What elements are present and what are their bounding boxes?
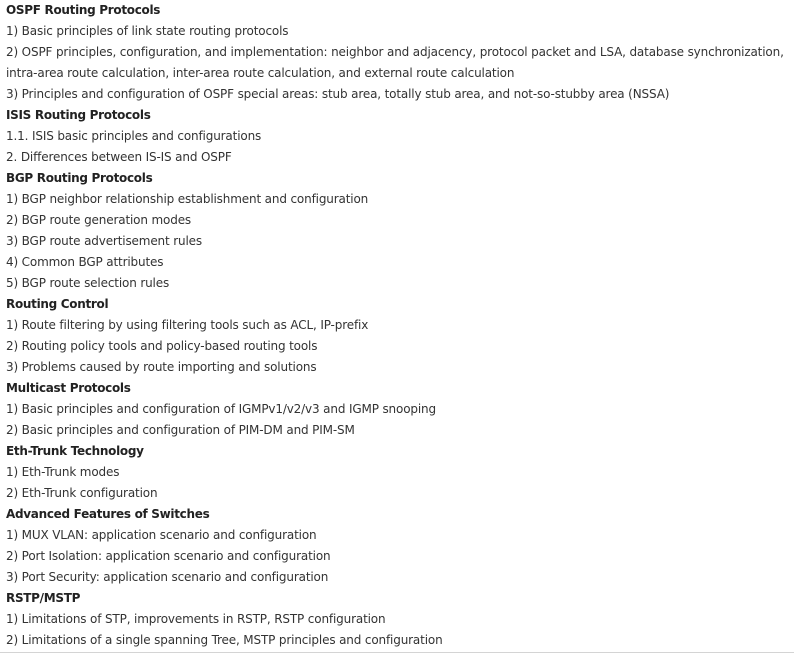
list-item: 2) BGP route generation modes [6, 213, 192, 227]
section-heading: BGP Routing Protocols [6, 171, 153, 185]
list-item: 3) Problems caused by route importing and solutions [6, 360, 317, 374]
section-routing-control [6, 294, 788, 378]
section-heading: Routing Control [6, 297, 109, 311]
section-multicast [6, 378, 788, 441]
section-eth-trunk [6, 441, 788, 504]
list-item: 1) MUX VLAN: application scenario and configuration [6, 528, 317, 542]
list-item: 3) BGP route advertisement rules [6, 234, 202, 248]
section-heading: ISIS Routing Protocols [6, 108, 151, 122]
list-item: 3) Port Security: application scenario and configuration [6, 570, 329, 584]
section-heading: RSTP/MSTP [6, 591, 81, 605]
section-heading: Eth-Trunk Technology [6, 444, 144, 458]
section-heading: Multicast Protocols [6, 381, 131, 395]
list-item: 2) Routing policy tools and policy-based routing tools [6, 339, 318, 353]
list-item: 2) Port Isolation: application scenario and configuration [6, 549, 331, 563]
list-item: 2) Basic principles and configuration of PIM-DM and PIM-SM [6, 423, 355, 437]
section-bgp [6, 168, 788, 294]
section-heading: Advanced Features of Switches [6, 507, 210, 521]
list-item: 2. Differences between IS-IS and OSPF [6, 150, 232, 164]
list-item: 2) Eth-Trunk configuration [6, 486, 158, 500]
section-ospf [6, 0, 788, 105]
list-item: 1) Basic principles of link state routing protocols [6, 24, 289, 38]
list-item: 4) Common BGP attributes [6, 255, 164, 269]
section-switch-features [6, 504, 788, 588]
list-item: 1) Eth-Trunk modes [6, 465, 120, 479]
section-isis [6, 105, 788, 168]
section-heading: OSPF Routing Protocols [6, 3, 161, 17]
list-item: 1) Basic principles and configuration of IGMPv1/v2/v3 and IGMP snooping [6, 402, 436, 416]
list-item: 3) Principles and configuration of OSPF special areas: stub area, totally stub area, and not-so-stubby area (NSSA) [6, 87, 670, 101]
list-item: 5) BGP route selection rules [6, 276, 170, 290]
list-item: 2) OSPF principles, configuration, and implementation: neighbor and adjacency, protocol packet and LSA, database synchronization, intra-area route calculation, inter-area route calculation, and external route calculation [6, 45, 784, 80]
list-item: 1) BGP neighbor relationship establishment and configuration [6, 192, 369, 206]
list-item: 2) Limitations of a single spanning Tree, MSTP principles and configuration [6, 633, 443, 647]
list-item: 1.1. ISIS basic principles and configurations [6, 129, 262, 143]
list-item: 1) Limitations of STP, improvements in RSTP, RSTP configuration [6, 612, 386, 626]
list-item: 1) Route filtering by using filtering tools such as ACL, IP-prefix [6, 318, 369, 332]
section-rstp-mstp [6, 588, 788, 651]
